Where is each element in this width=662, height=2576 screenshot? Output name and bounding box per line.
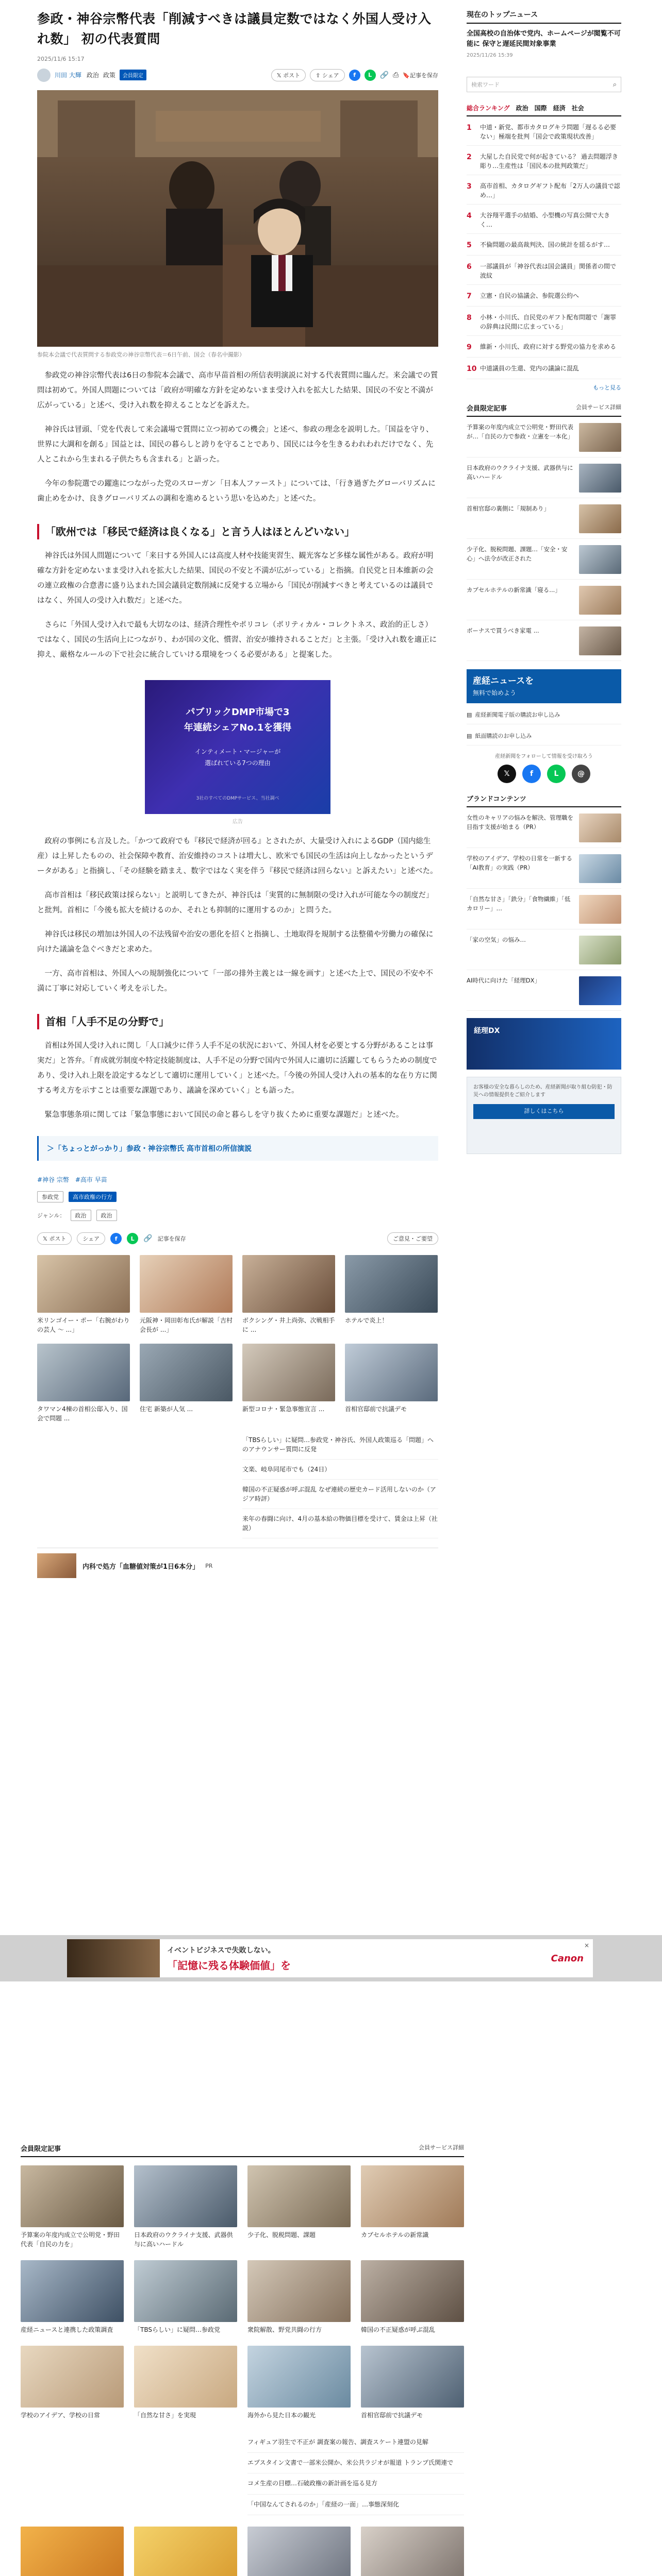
member-service-link[interactable]: 会員サービス詳細 (576, 404, 621, 411)
genre-row (37, 1210, 438, 1221)
lower-card-grid-2 (21, 2527, 464, 2576)
line-icon[interactable]: L (365, 70, 376, 81)
member-article-title: 少子化、脱税問題、課題…「安全・安心」へ法令が改正された (467, 546, 568, 562)
sticky-ad-line-1: イベントビジネスで失敗しない。 (167, 1946, 275, 1955)
lower-card-title: 予算案の年度内成立で公明党・野田代表「自民の力を」 (21, 2231, 120, 2248)
lower-card-title: 「TBSらしい」に疑問…参政党 (134, 2326, 220, 2333)
rail-ad[interactable]: 経理DX (467, 1018, 621, 1070)
recommend-thumbnail (37, 1344, 130, 1401)
lower-card[interactable] (247, 2346, 351, 2420)
section-heading-2: 首相「人手不足の分野で」 (37, 1014, 438, 1029)
hero-caption: 参院本会議で代表質問する参政党の神谷宗幣代表＝6日午前、国会（春名中撮影） (37, 351, 245, 358)
recommend-card[interactable] (140, 1255, 233, 1334)
member-article-item[interactable] (467, 626, 621, 661)
ad-label: 広告 (233, 819, 243, 825)
recommend-title: 首相官邸前で抗議デモ (345, 1405, 407, 1413)
search-icon[interactable]: ⌕ (613, 80, 617, 89)
save-article-button[interactable]: 🔖記事を保存 (403, 72, 438, 79)
tag-list (37, 1175, 438, 1184)
link-icon[interactable]: 🔗 (379, 71, 389, 79)
lower-card[interactable] (134, 2260, 237, 2334)
share-post-button[interactable]: 𝕏 ポスト (271, 69, 306, 81)
sns-row (467, 765, 621, 783)
pr-label: PR (205, 1562, 213, 1569)
tag-link[interactable]: #神谷 宗幣 (37, 1176, 69, 1183)
member-article-item[interactable] (467, 504, 621, 539)
sticky-ad-text (160, 1945, 291, 1972)
article-paragraph: 神谷氏は移民の増加は外国人の不法残留や治安の悪化を招くと指摘し、土地取得を規制する法整備や労働力の確保に向けた議論を急ぐべきだと求めた。 (37, 930, 434, 954)
bottom-share-row (37, 1232, 438, 1245)
x-icon: 𝕏 (276, 72, 284, 79)
ranking-more-link[interactable]: もっと見る (593, 384, 621, 392)
lower-card-title: 「自然な甘さ」を実現 (134, 2412, 196, 2419)
ranking-item[interactable]: 2 大屋した自民党で何が起きている？ 過去問題浮き彫り…生産性は「国民本の批判政策だ」 (467, 152, 621, 175)
section-heading-1: 「欧州では「移民で経済は良くなる」と言う人はほとんどいない」 (37, 524, 438, 539)
lower-card-title: 少子化、脱税問題、課題 (247, 2231, 316, 2239)
ranking-item[interactable]: 10 中道議員の生還、党内の議論に混乱 (467, 364, 621, 379)
lower-card-thumbnail (247, 2346, 351, 2408)
lower-member-service-link[interactable]: 会員サービス詳細 (419, 2144, 464, 2151)
app-banner-title: 産経ニュースを (473, 676, 534, 687)
line-icon[interactable]: L (547, 765, 566, 783)
tag-link[interactable]: #高市 早苗 (75, 1176, 107, 1183)
member-article-title: 日本政府のウクライナ支援、武器供与に高いハードル (467, 464, 573, 481)
recommend-text-link[interactable]: 韓国の不正疑惑が呼ぶ混乱 なぜ連続の歴史カード活用しないのか（アジア時評） (242, 1480, 438, 1509)
recommend-card[interactable] (242, 1255, 335, 1334)
facebook-icon[interactable]: f (110, 1233, 122, 1244)
article-paragraph: さらに「外国人受け入れで最も大切なのは、経済合理性やポリコレ（ポリティカル・コレクトネス、政治的正しさ）ではなく、国民の生活向上につながり、わが国の文化、慣習、治安が維持されることだ」と主張。「受け入れ数を適正に抑え、厳格なルールの下で社会に統合していける環境をつくる必要がある」と提案した。 (37, 621, 437, 659)
rail-info-box (467, 1077, 621, 1154)
member-article-title: ボーナスで買うべき家電 ... (467, 627, 539, 635)
app-banner[interactable] (467, 669, 621, 703)
lower-card[interactable] (21, 2346, 124, 2420)
member-article-item[interactable] (467, 586, 621, 620)
member-article-thumbnail (579, 626, 621, 655)
genre-label: ジャンル： (37, 1212, 65, 1219)
top-news-heading: 現在のトップニュース (467, 9, 621, 24)
member-article-thumbnail (579, 545, 621, 574)
rank-number: 6 (467, 263, 472, 272)
lower-text-link[interactable]: 「中国なんてされるのか」「産経の一面」…事態深刻化 (247, 2495, 464, 2515)
ranking-item[interactable]: 7 立憲・自民の協議会、参院選公約へ (467, 291, 621, 307)
rank-number: 3 (467, 182, 472, 191)
lower-card-title: 衆院解散、野党共闘の行方 (247, 2326, 322, 2333)
ranking-item[interactable]: 4 大谷翔平選手の結婚、小型機の写真公開で大きく… (467, 211, 621, 234)
brand-content-title: 「自然な甘さ」「鉄分」「食物繊維」「低カロリー」… (467, 895, 571, 912)
facebook-icon[interactable]: f (349, 70, 360, 81)
lower-card-thumbnail (361, 2346, 464, 2408)
article-paragraph: 緊急事態条項に関しては「緊急事態において国民の命と暮らしを守り抜くために重要な課題だ」と述べた。 (44, 1111, 404, 1119)
lower-member-heading: 会員限定記事 会員サービス詳細 (21, 2143, 464, 2157)
lower-text-list (247, 2432, 464, 2515)
brand-content-thumbnail (579, 976, 621, 1005)
brand-content-title: 学校のアイデア、学校の日常を一新する「AI教育」の実践（PR） (467, 855, 573, 871)
lower-card[interactable] (21, 2527, 124, 2576)
rank-number: 4 (467, 212, 472, 221)
top-news-link[interactable]: 全国高校の自治体で党内、ホームページが閲覧不可能に 保守と遅延民間対象事業 (467, 30, 621, 48)
member-articles-heading: 会員限定記事 会員サービス詳細 (467, 403, 621, 417)
article-paragraph: 神谷氏は外国人問題について「来日する外国人には高度人材や技能実習生、観光客など多様な属性がある。政府が明確な方針を定めないまま受け入れを拡大した結果、国民の不安と不満が広がっている」と指摘。自民党と日本維新の会の連立政権の合意書に盛り込まれた国会議員定数削減に反発する立場から「国民が削減すべきと考えているのは議員ではなく、外国人の受け入れ数だ」と述べた。 (37, 552, 434, 605)
recommend-card[interactable] (140, 1344, 233, 1423)
sticky-ad-image (67, 1939, 160, 1977)
series-tags (37, 1191, 438, 1202)
follow-note: 産経新聞をフォローして情報を受け取ろう (495, 754, 593, 760)
print-subscribe-link[interactable]: ▤ 紙面購読のお申し込み (467, 732, 621, 745)
member-article-thumbnail (579, 423, 621, 452)
lower-card-title: 海外から見た日本の観光 (247, 2412, 316, 2419)
tab-ranking-society[interactable]: 社会 (571, 105, 584, 112)
lower-card-thumbnail (134, 2260, 237, 2322)
lower-card[interactable] (361, 2260, 464, 2334)
recommend-card[interactable] (37, 1255, 130, 1334)
lower-card-thumbnail (21, 2527, 124, 2576)
rank-number: 5 (467, 241, 472, 250)
member-article-item[interactable] (467, 464, 621, 498)
hero-photo (37, 90, 438, 347)
genre-tag[interactable]: 政治 (71, 1210, 91, 1221)
lower-card-thumbnail (21, 2346, 124, 2408)
ranking-list (467, 123, 621, 379)
lower-card[interactable] (361, 2165, 464, 2249)
article-date: 2025/11/6 15:17 (37, 55, 85, 62)
article-headline: 参政・神谷宗幣代表「削減すべきは議員定数ではなく外国人受け入れ数」 初の代表質問 (37, 11, 432, 46)
article-paragraph: 首相は外国人受け入れに関し「人口減少に伴う人手不足の状況において、外国人材を必要とする分野があることは事実だ」と答弁。「育成就労制度や特定技能制度は、人手不足の分野で国内で外国人に適切に活躍してもらうための制度であり、受け入れ上限を設定するなどして適切に運用していく」と述べた。「今後の外国人受け入れの基本的な在り方に関する考え方を示すことは重要な課題であり、議論を深めていく」とも語った。 (37, 1042, 437, 1095)
lower-card-title: 産経ニュースと連携した政策調査 (21, 2326, 113, 2333)
recommend-title: 新型コロナ・緊急事態宣言 ... (242, 1405, 325, 1413)
lower-card-thumbnail (21, 2165, 124, 2227)
app-banner-subtitle: 無料で始めよう (473, 689, 517, 697)
byline-row (37, 67, 438, 83)
ad-line-3: インティメート・マージャーが (194, 748, 281, 755)
lower-card[interactable] (134, 2346, 237, 2420)
article-paragraph: 政府の事例にも言及した。「かつて政府でも『移民で経済が回る』とされたが、大量受け入れによるGDP（国内総生産）は上昇したものの、社会保障や教育、治安維持のコストは増大し、欧米でも国民の生活は向上しなかったというデータがある」と指摘し、「その経験を踏まえ、数字ではなく実を伴う『移民で経済は回らない』と訴えたい」と述べた。 (37, 837, 438, 875)
tokuho-title: 内科で処方「血糖値対策が1日6本分」 (82, 1563, 200, 1571)
lower-text-link[interactable]: コメ生産の目標…石破政権の新計画を巡る見方 (247, 2473, 464, 2494)
recommend-title: 元阪神・岡田彰布氏が解説「吉村会長が ...」 (140, 1317, 233, 1333)
related-article-link[interactable]: ＞「ちょっとがっかり」参政・神谷宗幣氏 高市首相の所信演説 (47, 1145, 252, 1153)
ranking-item[interactable]: 6 一部議員が「神谷代表は国会議員」関係者の間で波紋 (467, 262, 621, 285)
share-share-button[interactable]: ⇪ シェア (310, 69, 345, 81)
rank-number: 2 (467, 153, 472, 162)
lower-card[interactable] (361, 2346, 464, 2420)
lower-card[interactable] (247, 2165, 351, 2249)
recommend-thumbnail (140, 1255, 233, 1313)
recommend-grid (37, 1255, 438, 1423)
lower-card[interactable] (134, 2527, 237, 2576)
recommend-text-link[interactable]: 来年の春闘に向け、4月の基本給の物価目標を受けて、賃金は上昇（社説） (242, 1509, 438, 1538)
rank-number: 8 (467, 314, 472, 323)
recommend-card[interactable] (242, 1344, 335, 1423)
genre-tag[interactable]: 政治 (96, 1210, 117, 1221)
lower-member-section (21, 2143, 464, 2576)
search-placeholder: 検索ワード (471, 81, 500, 89)
threads-icon[interactable]: @ (572, 765, 590, 783)
inline-ad[interactable] (145, 680, 330, 814)
article-paragraph: 参政党の神谷宗幣代表は6日の参院本会議で、高市早苗首相の所信表明演説に対する代表質問に臨んだ。来会議での質問は初めて。外国人問題については「政府が明確な方針を定めないまま受け入れを拡大した結果、国民の不安と不満が広がっている」と述べ、受け入れ数を抑えることなどを訴えた。 (37, 371, 438, 410)
lower-card-thumbnail (134, 2527, 237, 2576)
lower-card-thumbnail (361, 2165, 464, 2227)
ranking-item[interactable]: 1 中道・新党、都市カタログキラ問題「遅るる必要ない」極端を批判「国会で政策現状改善」 (467, 123, 621, 146)
ranking-item[interactable]: 3 高市首相、カタログギフト配布「2万人の議員で認め…」 (467, 181, 621, 205)
hero-image (37, 90, 438, 347)
ranking-item[interactable]: 5 不倫問題の最高裁判決、国の統計を揺るがす… (467, 240, 621, 256)
brand-content-thumbnail (579, 854, 621, 883)
link-icon[interactable]: 🔗 (143, 1234, 153, 1243)
share-post-button[interactable]: 𝕏 ポスト (37, 1232, 72, 1245)
lower-card-title: 韓国の不正疑惑が呼ぶ混乱 (361, 2326, 436, 2333)
bookmark-icon: 🔖 (403, 72, 410, 79)
x-icon: 𝕏 (43, 1235, 49, 1242)
lower-card-title: 学校のアイデア、学校の日常 (21, 2412, 100, 2419)
lower-card-thumbnail (134, 2346, 237, 2408)
related-article-box (37, 1136, 438, 1161)
recommend-title: タワマン4棟の首相公邸入り、国会で問題 ... (37, 1405, 128, 1422)
lower-card[interactable] (21, 2260, 124, 2334)
section-tag-2[interactable]: 政策 (103, 72, 115, 79)
tab-ranking-all[interactable]: 総合ランキング (467, 105, 510, 112)
rank-number: 9 (467, 343, 472, 352)
sticky-ad-line-2: 「記憶に残る体験価値」を (167, 1959, 291, 1972)
member-article-title: 首相官邸の裏側に「規制あり」 (467, 505, 550, 513)
sticky-ad[interactable] (67, 1939, 593, 1977)
brand-content-title: AI時代に向けた「経理DX」 (467, 977, 540, 985)
member-only-badge: 会員限定 (120, 70, 146, 80)
lower-text-link[interactable]: エプスタイン文書で一部米公開か、米公共ラジオが報道 トランプ氏関連で (247, 2453, 464, 2473)
member-article-title: カブセルホテルの新常識「寝る...」 (467, 586, 561, 594)
tab-ranking-politics[interactable]: 政治 (516, 105, 528, 112)
lower-text-link[interactable]: フィギュア羽生で不正が 調査案の報告、調査スケート連盟の見解 (247, 2432, 464, 2453)
share-icon: ⇪ (316, 72, 322, 79)
author-avatar (37, 69, 51, 82)
top-news-time: 2025/11/26 15:39 (467, 53, 513, 59)
save-article-button[interactable]: 記事を保存 (157, 1235, 186, 1242)
sticky-ad-band (0, 1935, 662, 1981)
close-icon[interactable]: × (584, 1942, 590, 1949)
recommend-card[interactable] (345, 1255, 438, 1334)
recommend-text-list (37, 1430, 438, 1538)
recommend-thumbnail (140, 1344, 233, 1401)
lower-card-thumbnail (247, 2165, 351, 2227)
article-paragraph: 今年の参院選での躍進につながった党のスローガン「日本人ファースト」については、「行き過ぎたグローバリズムに歯止めをかけ、良きグローバリズムの調和を進めるという思いを込めた」と述べた。 (37, 480, 436, 503)
recommend-card[interactable] (37, 1344, 130, 1423)
newspaper-icon: ▤ (467, 732, 472, 739)
article-paragraph: 高市首相は「移民政策は採らない」と説明してきたが、神谷氏は「実質的に無制限の受け入れが可能な今の制度だ」と批判。首相に「今後も拡大を続けるのか、それとも抑制的に運用するのか」と問うた。 (37, 891, 434, 914)
recommend-card[interactable] (345, 1344, 438, 1423)
article-paragraph: 神谷氏は冒頭、「党を代表して来会議場で質問に立つ初めての機会」と述べ、参政の理念を説明した。「国益を守り、世界に大調和を創る」国益とは、国民の暮らしと誇りを守ることであり、国民には今を生きるわれわれだけでなく、先人とこれから生まれる子供たちも含まれる」と語った。 (37, 426, 434, 464)
member-article-thumbnail (579, 504, 621, 533)
right-rail (467, 9, 621, 1154)
lower-card-thumbnail (361, 2527, 464, 2576)
share-row (271, 69, 438, 81)
lower-card-thumbnail (361, 2260, 464, 2322)
ranking-item[interactable]: 8 小林・小川氏、自民党のギフト配布問題で「謝罪の辞典は民間に広まっている」 (467, 313, 621, 336)
lower-card-thumbnail (21, 2260, 124, 2322)
tab-ranking-economy[interactable]: 経済 (553, 105, 566, 112)
lower-card[interactable] (134, 2165, 237, 2249)
recommend-thumbnail (37, 1255, 130, 1313)
lower-card-thumbnail (247, 2527, 351, 2576)
brand-content-item[interactable] (467, 895, 621, 929)
recommend-title: ホテルで炎上！ (345, 1317, 388, 1324)
member-article-item[interactable] (467, 545, 621, 580)
lower-card-thumbnail (247, 2260, 351, 2322)
member-article-item[interactable] (467, 423, 621, 457)
rail-info-button[interactable]: 詳しくはこちら (473, 1104, 615, 1119)
share-share-button[interactable]: シェア (77, 1232, 105, 1245)
tab-ranking-world[interactable]: 国際 (534, 105, 547, 112)
subscribe-link[interactable]: ▤ 産経新聞電子版の購読お申し込み (467, 710, 621, 724)
ad-line-1: パブリックDMP市場で3 (186, 707, 290, 718)
ad-line-4: 選ばれている7つの理由 (205, 759, 271, 767)
newspaper-icon: ▤ (467, 711, 472, 718)
brand-content-thumbnail (579, 936, 621, 964)
brand-content-thumbnail (579, 814, 621, 842)
brand-content-item[interactable] (467, 936, 621, 970)
series-tag[interactable]: 高市政権の行方 (69, 1192, 117, 1202)
search-box[interactable] (467, 77, 621, 92)
feedback-button[interactable]: ご意見・ご要望 (387, 1232, 438, 1245)
brand-content-item[interactable] (467, 976, 621, 1011)
brand-content-thumbnail (579, 895, 621, 924)
tokuho-ad[interactable] (37, 1548, 438, 1578)
ad-line-2: 年連続シェアNo.1を獲得 (184, 722, 292, 733)
recommend-text-link[interactable]: 文楽、岐阜同尾市でも（24日） (242, 1460, 438, 1480)
ranking-tabs (467, 104, 621, 116)
member-article-thumbnail (579, 464, 621, 493)
facebook-icon[interactable]: f (522, 765, 541, 783)
recommend-title: 米リンゴイー・ポー「右腕がわりの芸人 〜 ...」 (37, 1317, 130, 1333)
rank-number: 10 (467, 365, 477, 374)
lower-card-title: カブセルホテルの新常識 (361, 2231, 429, 2239)
brand-content-heading: ブランドコンテンツ (467, 793, 621, 807)
author-link[interactable]: 川田 大輝 (55, 72, 81, 79)
member-article-title: 予算案の年度内成立で公明党・野田代表が…「自民の力で参政・立憲を一本化」 (467, 423, 573, 440)
recommend-thumbnail (345, 1344, 438, 1401)
ranking-item[interactable]: 9 維新・小川氏、政府に対する野党の協力を求める (467, 342, 621, 358)
sticky-ad-logo: Canon (551, 1953, 584, 1964)
recommend-thumbnail (242, 1344, 335, 1401)
series-tag[interactable]: 参政党 (37, 1191, 63, 1202)
brand-content-title: 女性のキャリアの悩みを解決、管理職を目指す支援が始まる（PR） (467, 814, 573, 831)
line-icon[interactable]: L (127, 1233, 138, 1244)
article (37, 9, 438, 1578)
brand-content-title: 「家の空気」の悩み… (467, 936, 526, 944)
rank-number: 1 (467, 124, 472, 132)
rail-info-text: お客様の安全な暮らしのため、産経新聞が取り組む防犯・防災への情報提供をご紹介します (473, 1084, 613, 1098)
lower-card-thumbnail (134, 2165, 237, 2227)
lower-card[interactable] (361, 2527, 464, 2576)
section-tag[interactable]: 政治 (86, 72, 99, 79)
brand-content-item[interactable] (467, 814, 621, 848)
lower-card[interactable] (247, 2527, 351, 2576)
recommend-thumbnail (345, 1255, 438, 1313)
ad-line-5: 3社のすべてのDMPサービス、当社調べ (196, 796, 279, 801)
rank-number: 7 (467, 292, 472, 301)
lower-card-grid (21, 2165, 464, 2420)
lower-card[interactable] (21, 2165, 124, 2249)
article-paragraph: 一方、高市首相は、外国人への規制強化について「一部の排外主義とは一線を画す」と述べた上で、国民の不安や不満に丁寧に対応していく考えを示した。 (37, 970, 433, 993)
recommend-thumbnail (242, 1255, 335, 1313)
print-icon[interactable]: ⎙ (393, 71, 399, 79)
lower-card-title: 首相官邸前で抗議デモ (361, 2412, 423, 2419)
member-article-thumbnail (579, 586, 621, 615)
recommend-title: 住宅 新築が人気 ... (140, 1405, 193, 1413)
recommend-title: ボクシング・井上尚弥、次戦相手に ... (242, 1317, 335, 1333)
tokuho-thumbnail (37, 1553, 76, 1578)
lower-card-title: 日本政府のウクライナ支援、武器供与に高いハードル (134, 2231, 233, 2248)
brand-content-item[interactable] (467, 854, 621, 889)
x-icon[interactable]: 𝕏 (498, 765, 516, 783)
lower-card[interactable] (247, 2260, 351, 2334)
recommend-text-link[interactable]: 「TBSらしい」に疑問…参政党・神谷氏、外国人政策巡る「問題」へのアナウンサー質問に反発 (242, 1430, 438, 1460)
